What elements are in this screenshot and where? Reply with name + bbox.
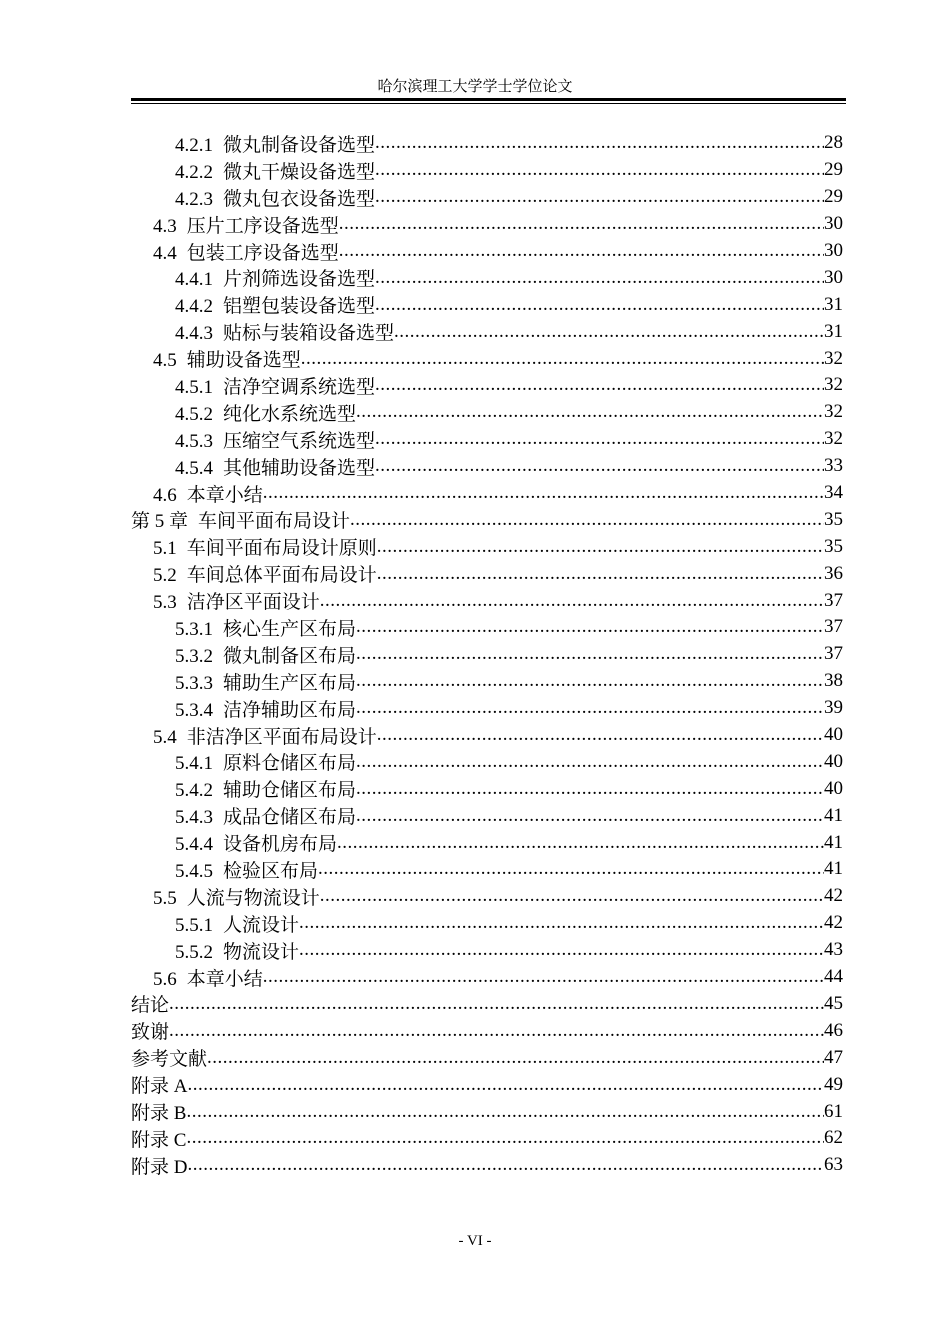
toc-leader-dots [320,885,824,907]
toc-entry-page: 35 [824,535,843,557]
toc-entry-page: 39 [824,697,843,719]
toc-entry-number: 4.5.3 [175,430,213,452]
toc-entry-page: 63 [824,1154,843,1176]
toc-leader-dots [318,858,824,880]
toc-entry-title: 车间平面布局设计 [198,511,351,533]
toc-entry-label [175,748,356,775]
toc-entry-number: 5.4.5 [175,861,213,882]
toc-entry-number: 4.5.4 [175,457,213,479]
toc-leader-dots [169,993,824,1015]
toc-entry-page: 31 [824,293,843,315]
toc-entry-label [175,426,375,453]
running-header: 哈尔滨理工大学学士学位论文 [377,79,573,95]
toc-entry-number: 4.5 [153,350,177,372]
toc-entry-number: 4.3 [153,215,177,237]
toc-entry-label [131,1125,186,1152]
toc-entry-page: 42 [824,912,843,934]
toc-leader-dots [299,912,824,934]
toc-entry-label [153,560,377,587]
toc-entry[interactable] [131,184,843,211]
toc-entry-number: 5.4.4 [175,834,213,856]
toc-entry-title: 原料仓储区布局 [223,753,357,775]
toc-entry[interactable] [131,991,843,1018]
header-rule-thin [131,103,846,104]
toc-entry[interactable] [131,802,843,829]
toc-entry-number: 5.4.3 [175,807,213,829]
toc-entry[interactable] [131,1098,843,1125]
toc-entry-label [175,184,375,211]
toc-entry-page: 47 [824,1046,843,1068]
toc-entry-title: 包装工序设备选型 [186,242,339,264]
toc-entry-page: 62 [824,1127,843,1149]
toc-entry[interactable] [131,560,843,587]
toc-entry-label [131,1071,187,1098]
toc-entry[interactable] [131,157,843,184]
toc-leader-dots [356,697,824,719]
toc-entry-page: 32 [824,428,843,450]
toc-entry-page: 49 [824,1073,843,1095]
toc-entry-label [131,990,169,1017]
toc-entry-label [153,533,377,560]
toc-entry-page: 32 [824,374,843,396]
toc-entry[interactable] [131,1125,843,1152]
toc-entry-page: 29 [824,186,843,208]
toc-entry-page: 35 [824,508,843,530]
toc-entry-page: 30 [824,213,843,235]
toc-entry-page: 46 [824,1019,843,1041]
toc-entry-number: 4.2.3 [175,188,213,210]
toc-entry-title: 附录 D [131,1156,188,1178]
toc-entry-title: 物流设计 [223,941,300,963]
toc-entry-page: 29 [824,159,843,181]
toc-entry[interactable] [131,722,843,749]
header-rule-thick [131,98,846,101]
toc-entry-title: 检验区布局 [223,861,319,882]
toc-leader-dots [187,1154,824,1176]
toc-entry[interactable] [131,668,843,695]
toc-leader-dots [187,1074,824,1096]
toc-entry-number: 5.3.3 [175,672,213,694]
toc-entry-page: 40 [824,750,843,772]
toc-entry-label [131,1017,169,1044]
toc-entry-page: 28 [824,132,843,154]
toc-entry[interactable] [131,318,843,345]
toc-entry-number: 第 5 章 [131,511,189,533]
toc-entry-number: 5.3.2 [175,645,213,667]
toc-entry[interactable] [131,587,843,614]
toc-entry[interactable] [131,775,843,802]
toc-entry-number: 5.5 [153,887,177,909]
toc-entry-number: 4.4 [153,242,177,264]
toc-entry-label [175,668,356,695]
toc-entry-title: 辅助仓储区布局 [223,780,357,802]
toc-entry[interactable] [131,856,843,883]
toc-leader-dots [207,1047,824,1069]
toc-entry-page: 37 [824,643,843,665]
toc-entry-number: 5.4.2 [175,780,213,802]
toc-leader-dots [339,240,824,262]
toc-entry-title: 微丸制备设备选型 [223,134,376,156]
toc-entry-page: 41 [824,804,843,826]
toc-entry[interactable] [131,533,843,560]
toc-entry[interactable] [131,130,843,157]
toc-entry-number: 4.5.2 [175,403,213,425]
toc-entry-label [175,372,375,399]
toc-entry-page: 31 [824,320,843,342]
toc-entry[interactable] [131,964,843,991]
toc-entry-label [175,318,394,345]
toc-leader-dots [186,1127,824,1149]
toc-entry-title: 附录 C [131,1129,187,1151]
toc-entry[interactable] [131,211,843,238]
toc-entry-page: 33 [824,455,843,477]
toc-entry[interactable] [131,937,843,964]
toc-entry-label [175,130,375,157]
toc-entry-page: 37 [824,589,843,611]
toc-entry-number: 5.4 [153,726,177,748]
toc-leader-dots [375,132,824,154]
toc-entry-number: 5.5.1 [175,914,213,936]
toc-entry[interactable] [131,345,843,372]
toc-entry-title: 铝塑包装设备选型 [223,296,376,318]
toc-leader-dots [186,1101,824,1123]
toc-entry[interactable] [131,883,843,910]
toc-entry-title: 贴标与装箱设备选型 [223,323,395,345]
toc-entry-page: 32 [824,347,843,369]
toc-entry[interactable] [131,641,843,668]
toc-entry-page: 32 [824,401,843,423]
toc-leader-dots [375,267,824,289]
toc-entry-title: 非洁净区平面布局设计 [186,726,377,748]
toc-leader-dots [375,186,824,208]
toc-leader-dots [337,832,824,854]
toc-entry-label [175,775,356,802]
toc-entry-title: 压缩空气系统选型 [223,430,376,452]
toc-entry-page: 30 [824,266,843,288]
toc-entry-label [131,1152,187,1179]
toc-entry-number: 5.2 [153,565,177,587]
toc-entry-page: 36 [824,562,843,584]
toc-entry-number: 4.2.1 [175,134,213,156]
toc-entry-label [153,587,320,614]
toc-entry-title: 辅助设备选型 [186,350,301,372]
toc-entry[interactable] [131,829,843,856]
toc-leader-dots [299,939,824,961]
toc-entry-title: 核心生产区布局 [223,618,357,640]
toc-entry-label [175,641,356,668]
toc-entry-label [175,157,375,184]
toc-entry-title: 结论 [131,995,170,1017]
toc-entry[interactable] [131,695,843,722]
toc-leader-dots [263,966,824,988]
toc-entry-label [175,453,375,480]
toc-leader-dots [356,670,824,692]
toc-entry-title: 本章小结 [186,484,263,506]
toc-entry-label [175,399,356,426]
toc-entry-title: 洁净辅助区布局 [223,699,357,721]
toc-entry-title: 车间总体平面布局设计 [186,565,377,587]
toc-entry[interactable] [131,614,843,641]
toc-entry[interactable] [131,291,843,318]
toc-entry-number: 4.4.3 [175,323,213,345]
toc-leader-dots [339,213,824,235]
toc-entry-page: 40 [824,777,843,799]
toc-entry-title: 设备机房布局 [223,834,338,856]
toc-entry[interactable] [131,1017,843,1044]
toc-entry-title: 洁净空调系统选型 [223,376,376,398]
toc-leader-dots [375,159,824,181]
toc-entry-title: 本章小结 [186,968,263,990]
toc-entry-page: 40 [824,724,843,746]
toc-entry-number: 4.4.1 [175,269,213,291]
toc-entry-page: 41 [824,831,843,853]
toc-entry[interactable] [131,1044,843,1071]
toc-leader-dots [263,482,824,504]
toc-entry-label [153,722,377,749]
toc-entry-title: 致谢 [131,1022,170,1044]
toc-leader-dots [377,536,824,558]
table-of-contents [131,130,843,1179]
toc-leader-dots [356,778,824,800]
toc-leader-dots [169,1020,824,1042]
toc-entry-label [175,291,375,318]
toc-entry-number: 5.3.1 [175,618,213,640]
toc-leader-dots [377,724,824,746]
toc-leader-dots [356,643,824,665]
toc-entry[interactable] [131,480,843,507]
toc-entry-title: 人流与物流设计 [186,887,320,909]
toc-entry-title: 辅助生产区布局 [223,672,357,694]
toc-entry-number: 4.5.1 [175,376,213,398]
toc-leader-dots [301,348,824,370]
toc-entry-title: 参考文献 [131,1049,208,1071]
toc-entry-label [175,614,356,641]
toc-entry[interactable] [131,264,843,291]
toc-entry-title: 微丸制备区布局 [223,645,357,667]
toc-entry[interactable] [131,426,843,453]
toc-entry-label [175,695,356,722]
toc-entry-label [175,856,318,883]
toc-entry-page: 43 [824,939,843,961]
toc-entry-title: 其他辅助设备选型 [223,457,376,479]
toc-entry-label [131,506,350,533]
toc-entry-number: 4.6 [153,484,177,506]
toc-leader-dots [375,455,824,477]
toc-leader-dots [356,616,824,638]
toc-leader-dots [320,590,824,612]
toc-entry-title: 人流设计 [223,914,300,936]
toc-entry-title: 纯化水系统选型 [223,403,357,425]
toc-entry[interactable] [131,506,843,533]
toc-entry-number: 5.5.2 [175,941,213,963]
toc-entry-title: 微丸干燥设备选型 [223,161,376,183]
toc-leader-dots [375,374,824,396]
toc-entry-label [153,211,339,238]
toc-entry-label [175,829,337,856]
toc-leader-dots [375,294,824,316]
toc-entry-page: 37 [824,616,843,638]
toc-entry-number: 5.1 [153,538,177,560]
toc-entry[interactable] [131,372,843,399]
toc-entry[interactable] [131,1071,843,1098]
toc-entry-page: 30 [824,240,843,261]
toc-entry[interactable] [131,748,843,775]
toc-entry-page: 61 [824,1100,843,1122]
toc-entry-page: 38 [824,670,843,692]
toc-entry-page: 44 [824,966,843,988]
toc-entry-label [153,345,301,372]
toc-entry-label [175,910,299,937]
toc-entry-label [131,1044,207,1071]
toc-entry-number: 5.6 [153,968,177,990]
toc-entry-title: 车间平面布局设计原则 [186,538,377,560]
toc-entry-title: 片剂筛选设备选型 [223,269,376,291]
toc-entry-title: 成品仓储区布局 [223,807,357,829]
toc-entry-label [153,480,263,507]
toc-entry-label [175,937,299,964]
toc-entry-number: 5.3 [153,592,177,614]
toc-entry[interactable] [131,238,843,265]
toc-leader-dots [356,805,824,827]
toc-entry-label [153,238,339,265]
toc-leader-dots [394,321,824,343]
toc-leader-dots [350,509,824,531]
toc-leader-dots [375,428,824,450]
toc-entry-number: 4.2.2 [175,161,213,183]
toc-entry-page: 34 [824,482,843,504]
page-number: - VI - [458,1233,492,1249]
toc-entry[interactable] [131,399,843,426]
toc-entry-title: 压片工序设备选型 [186,215,339,237]
toc-leader-dots [356,401,824,423]
toc-entry[interactable] [131,910,843,937]
toc-leader-dots [377,563,824,585]
toc-entry-label [175,802,356,829]
toc-leader-dots [356,751,824,773]
toc-entry[interactable] [131,453,843,480]
toc-entry-number: 4.4.2 [175,296,213,318]
toc-entry-page: 42 [824,885,843,907]
toc-entry-label [153,883,320,910]
toc-entry-label [131,1098,186,1125]
toc-entry-page: 41 [824,858,843,880]
toc-entry-label [153,964,263,991]
toc-entry-title: 附录 B [131,1103,187,1125]
toc-entry-label [175,264,375,291]
toc-entry-title: 洁净区平面设计 [186,592,320,614]
toc-entry-number: 5.4.1 [175,753,213,775]
toc-entry-page: 45 [824,992,843,1014]
toc-entry-title: 附录 A [131,1076,188,1098]
toc-entry[interactable] [131,1152,843,1179]
toc-entry-title: 微丸包衣设备选型 [223,188,376,210]
toc-entry-number: 5.3.4 [175,699,213,721]
